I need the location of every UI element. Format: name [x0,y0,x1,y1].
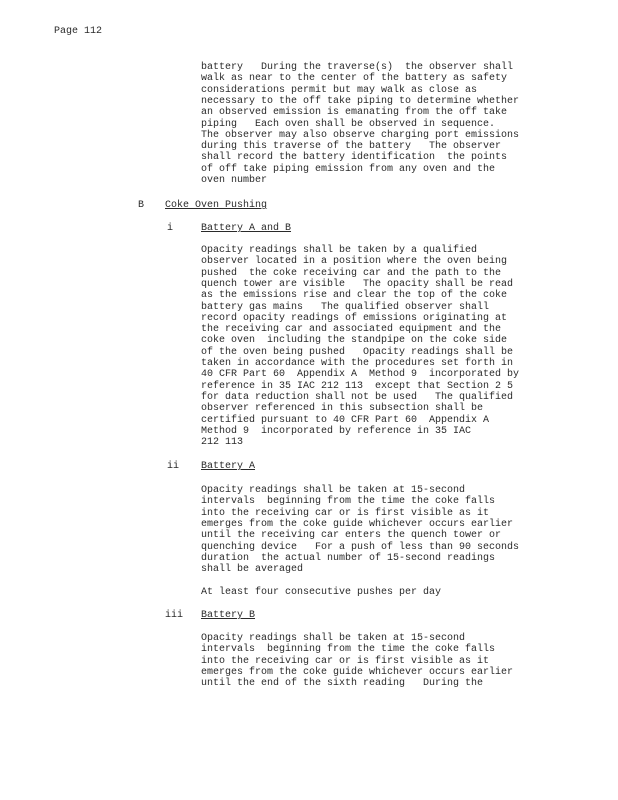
text-line: an observed emission is emanating from the off take [201,107,508,119]
subsection-title: Battery A and B [201,223,292,234]
text-line: during this traverse of the battery The observer [201,141,502,153]
text-line: intervals beginning from the time the coke falls [201,644,496,656]
subsection-marker: ii [167,461,180,472]
text-line: record opacity readings of emissions originating at [201,312,508,324]
text-line: emerges from the coke guide whichever occurs earlier [201,666,514,678]
text-line: At least four consecutive pushes per day [201,587,442,598]
text-line: duration the actual number of 15-second readings [201,552,496,564]
text-line: coke oven including the standpipe on the coke side [201,335,508,347]
text-line: battery During the traverse(s) the observer shall [201,62,514,73]
text-line: until the receiving car enters the quench tower or [201,530,502,542]
text-line: walk as near to the center of the battery as safety [201,73,508,85]
text-line: Method 9 incorporated by reference in 35 IAC [201,425,472,437]
text-line: observer located in a position where the oven being [201,256,508,268]
subsection-title: Battery B [201,610,256,621]
text-line: shall be averaged [201,564,304,576]
text-line: as the emissions rise and clear the top of the coke [201,290,508,302]
text-line: of the oven being pushed Opacity readings shall be [201,346,514,358]
text-line: shall record the battery identification the points [201,152,508,164]
text-line: observer referenced in this subsection shall be [201,403,484,415]
text-line: quenching device For a push of less than 90 seconds [201,541,520,553]
text-line: reference in 35 IAC 212 113 except that Section 2 5 [201,380,514,392]
text-line: Opacity readings shall be taken at 15-second [201,485,466,496]
text-line: Opacity readings shall be taken by a qualified [201,245,478,256]
text-line: necessary to the off take piping to determine whether [201,95,520,107]
text-line: of off take piping emission from any oven and the [201,163,496,175]
text-line: until the end of the sixth reading During the [201,678,484,690]
text-line: considerations permit but may walk as close as [201,84,478,96]
text-line: for data reduction shall not be used The qualified [201,391,514,403]
text-line: pushed the coke receiving car and the path to the [201,267,502,279]
text-line: taken in accordance with the procedures set forth in [201,358,514,369]
text-line: into the receiving car or is first visible as it [201,507,490,519]
text-line: emerges from the coke guide whichever occurs earlier [201,518,514,530]
text-line: intervals beginning from the time the coke falls [201,496,496,508]
section-marker: B [138,200,145,211]
text-line: oven number [201,175,268,186]
text-line: battery gas mains The qualified observer shall [201,301,490,313]
text-line: certified pursuant to 40 CFR Part 60 Appendix A [201,414,490,426]
subsection-marker: i [167,223,174,234]
text-line: 40 CFR Part 60 Appendix A Method 9 incorporated by [201,369,520,381]
page-number: Page 112 [54,26,103,37]
text-line: the receiving car and associated equipment and the [201,324,502,336]
text-line: 212 113 [201,437,244,449]
subsection-title: Battery A [201,461,256,472]
text-line: into the receiving car or is first visible as it [201,655,490,667]
text-line: piping Each oven shall be observed in sequence. [201,118,496,130]
text-line: quench tower are visible The opacity shall be read [201,278,514,290]
subsection-marker: iii [165,610,184,621]
text-line: Opacity readings shall be taken at 15-second [201,633,466,644]
text-line: The observer may also observe charging port emissions [201,129,520,141]
section-title: Coke Oven Pushing [165,200,268,211]
